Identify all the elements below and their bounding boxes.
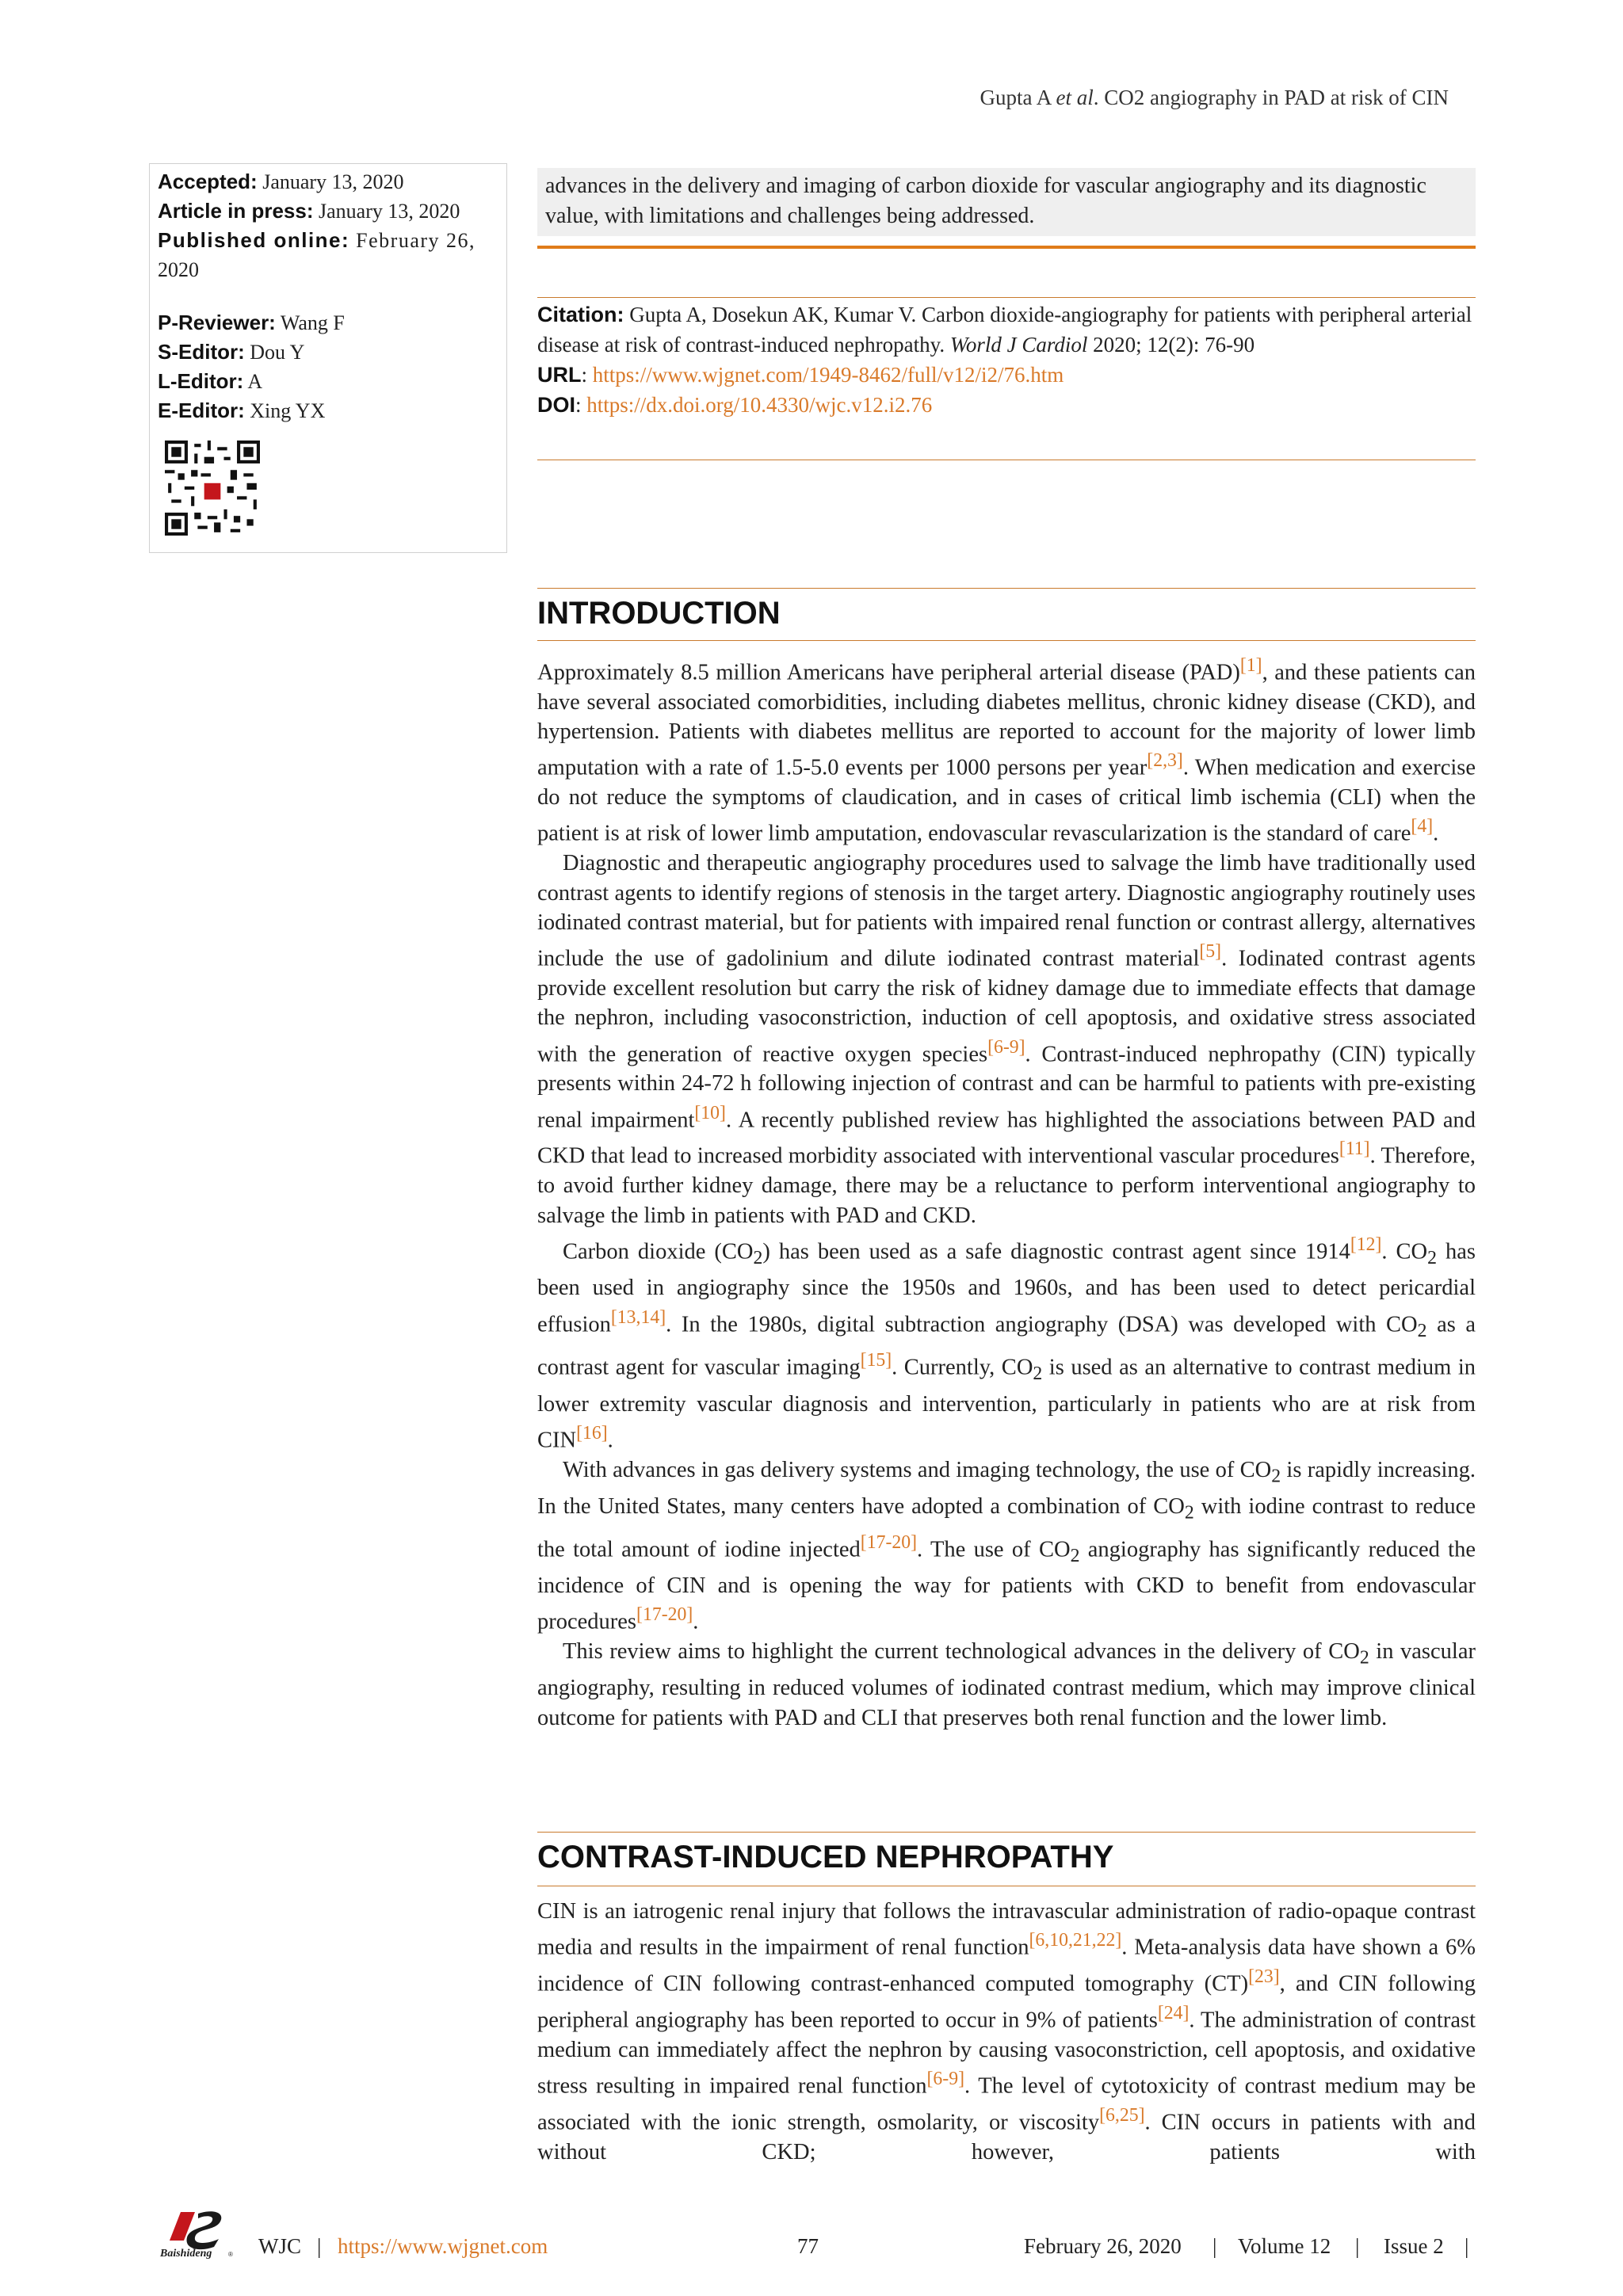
- footer-issue: Issue 2: [1384, 2234, 1444, 2258]
- citation-url-link[interactable]: https://www.wjgnet.com/1949-8462/full/v12/i2/76.htm: [592, 363, 1064, 387]
- section-heading-cin: CONTRAST-INDUCED NEPHROPATHY: [537, 1840, 1114, 1875]
- s-editor-line: S-Editor: Dou Y: [158, 340, 305, 364]
- footer-separator: |: [1355, 2234, 1360, 2258]
- citation-text: Citation: Gupta A, Dosekun AK, Kumar V. Carbon dioxide-angiography for patients with peripheral arterial disease at risk of contrast-induced nephropathy. World J Cardiol 2020; 12(2): 76-90: [537, 303, 1472, 357]
- footer-url[interactable]: https://www.wjgnet.com: [338, 2234, 548, 2258]
- accepted-line: Accepted: January 13, 2020: [158, 170, 404, 193]
- cin-paragraph-1: CIN is an iatrogenic renal injury that follows the intravascular administration of radio-opaque contrast media and results in the impairment of renal function[6,10,21,22]. Meta-analysis data have shown a 6% incidence of CIN following contrast-enhanced computed tomography (CT)[23], and CIN following peripheral angiography has been reported to occur in 9% of patients[24]. The administration of contrast medium can immediately affect the nephron by causing vasoconstriction, cell apoptosis, and oxidative stress resulting in impaired renal function[6-9]. The level of cytotoxicity of contrast medium may be associated with the ionic strength, osmolarity, or viscosity[6,25]. CIN occurs in patients with and without CKD; however, patients with: [537, 1899, 1476, 2164]
- intro-paragraph-1: Approximately 8.5 million Americans have peripheral arterial disease (PAD)[1], and these patients can have several associated comorbidities, including diabetes mellitus, chronic kidney disease (CKD), and hypertension. Patients with diabetes mellitus are reported to account for the majority of lower limb amputation with a rate of 1.5-5.0 events per 1000 persons per year[2,3]. When medication and exercise do not reduce the symptoms of claudication, and in cases of critical limb ischemia (CLI) when the patient is at risk of lower limb amputation, endovascular revascularization is the standard of care[4].: [537, 655, 1476, 846]
- l-editor-line: L-Editor: A: [158, 369, 263, 393]
- published-online-year: 2020: [158, 258, 199, 281]
- footer-separator: |: [1212, 2234, 1217, 2258]
- introduction-body: [537, 651, 1476, 1733]
- baishideng-logo: [157, 2206, 246, 2261]
- citation-top-rule: [537, 297, 1476, 298]
- svg-text:®: ®: [228, 2251, 233, 2258]
- published-online-line: Published online: February 26,: [158, 228, 476, 252]
- abstract-rule: [537, 246, 1476, 249]
- intro-top-rule: [537, 588, 1476, 589]
- section-heading-introduction: INTRODUCTION: [537, 596, 781, 631]
- footer-page-number: 77: [797, 2234, 819, 2258]
- e-editor-line: E-Editor: Xing YX: [158, 399, 326, 422]
- intro-bottom-rule: [537, 640, 1476, 641]
- intro-paragraph-5: This review aims to highlight the current technological advances in the delivery of $CO_2$ in vascular angiography, resulting in reduced volumes of iodinated contrast medium, which may improve clinical outcome for patients with PAD and CLI that preserves both renal function and the lower limb.: [537, 1639, 1476, 1730]
- running-head: Gupta A et al. CO2 angiography in PAD at risk of CIN: [980, 86, 1449, 109]
- citation-doi: DOI: https://dx.doi.org/10.4330/wjc.v12.i2.76: [537, 393, 933, 417]
- intro-paragraph-2: Diagnostic and therapeutic angiography procedures used to salvage the limb have traditionally used contrast agents to identify regions of stenosis in the target artery. Diagnostic angiography routinely uses iodinated contrast material, but for patients with impaired renal function or contrast allergy, alternatives include the use of gadolinium and dilute iodinated contrast material[5]. Iodinated contrast agents provide excellent resolution but carry the risk of kidney damage due to immediate effects that damage the nephron, including vasoconstriction, induction of cell apoptosis, and oxidative stress associated with the generation of reactive oxygen species[6-9]. Contrast-induced nephropathy (CIN) typically presents within 24-72 h following injection of contrast and can be harmful to patients with pre-existing renal impairment[10]. A recently published review has highlighted the associations between PAD and CKD that lead to increased morbidity associated with interventional vascular procedures[11]. Therefore, to avoid further kidney damage, there may be a reluctance to perform interventional angiography to salvage the limb in patients with PAD and CKD.: [537, 851, 1476, 1228]
- footer-journal: WJC: [258, 2234, 301, 2258]
- svg-text:Baishideng: Baishideng: [160, 2248, 212, 2260]
- in-press-line: Article in press: January 13, 2020: [158, 199, 460, 223]
- footer-separator: |: [317, 2234, 322, 2258]
- cin-top-rule: [537, 1832, 1476, 1833]
- cin-body: [537, 1897, 1476, 2167]
- footer-date: February 26, 2020: [1024, 2234, 1182, 2258]
- abstract-core-tip: advances in the delivery and imaging of carbon dioxide for vascular angiography and its diagnostic value, with limitations and challenges being addressed.: [537, 168, 1476, 236]
- intro-paragraph-4: With advances in gas delivery systems and imaging technology, the use of $CO_2$ is rapidly increasing. In the United States, many centers have adopted a combination of $CO_2$ with iodine contrast to reduce the total amount of iodine injected[17-20]. The use of $CO_2$ angiography has significantly reduced the incidence of CIN and is opening the way for patients with CKD to benefit from endovascular procedures[17-20].: [537, 1457, 1476, 1634]
- citation-doi-link[interactable]: https://dx.doi.org/10.4330/wjc.v12.i2.76: [586, 393, 933, 417]
- citation-block: [537, 299, 1476, 420]
- citation-url: URL: https://www.wjgnet.com/1949-8462/full/v12/i2/76.htm: [537, 363, 1064, 387]
- qr-code-icon[interactable]: [165, 441, 260, 536]
- footer-volume: Volume 12: [1238, 2234, 1331, 2258]
- footer-separator: |: [1465, 2234, 1469, 2258]
- p-reviewer-line: P-Reviewer: Wang F: [158, 311, 345, 334]
- intro-paragraph-3: Carbon dioxide $(CO_2)$ has been used as a safe diagnostic contrast agent since 1914[12]. $CO_2$ has been used in angiography since the 1950s and 1960s, and has been used to detect pericardial effusion[13,14]. In the 1980s, digital subtraction angiography (DSA) was developed with $CO_2$ as a contrast agent for vascular imaging[15]. Currently, $CO_2$ is used as an alternative to contrast medium in lower extremity vascular diagnosis and intervention, particularly in patients who are at risk from CIN[16].: [537, 1234, 1476, 1453]
